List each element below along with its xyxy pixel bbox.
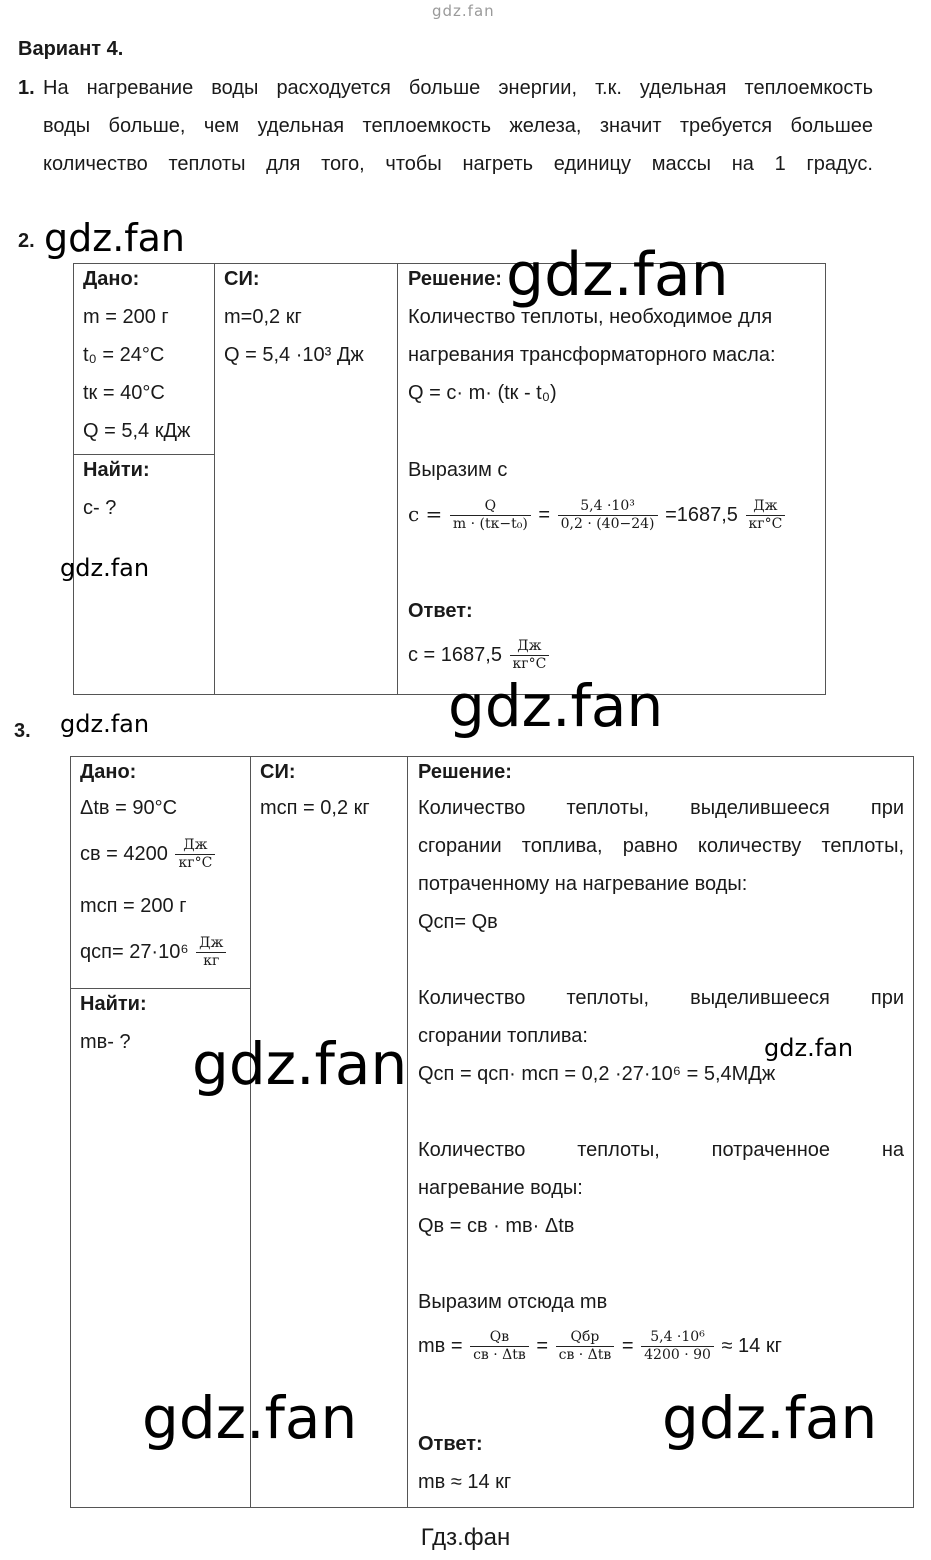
- c-result: =1687,5: [665, 503, 738, 526]
- task2-number: 2.: [18, 230, 35, 252]
- unit-denominator: кг°С: [178, 855, 213, 871]
- find-c: с- ?: [83, 497, 117, 519]
- answer-value: [408, 638, 551, 673]
- frac-numerator: Qв: [470, 1329, 529, 1347]
- fraction-numeric: [558, 498, 658, 533]
- equation-water-heat: Qв = cв · mв· Δtв: [418, 1215, 575, 1237]
- given-tk: tк = 40°C: [83, 382, 165, 404]
- frac-denominator: cв · Δtв: [473, 1347, 526, 1363]
- fraction-symbolic-2: [556, 1329, 615, 1364]
- task1-line2: воды больше, чем удельная теплоемкость железа, значит требуется большее: [43, 115, 873, 137]
- frac-denominator: 0,2 · (40−24): [560, 516, 655, 532]
- si-mass: mсп = 0,2 кг: [260, 797, 370, 819]
- answer-text: с = 1687,5: [408, 643, 502, 666]
- watermark: gdz.fan: [44, 216, 186, 260]
- given-delta-t: Δtв = 90°C: [80, 797, 178, 819]
- c-calculation: [408, 498, 787, 533]
- find-header: Найти:: [80, 993, 147, 1015]
- given-q-fuel: [80, 935, 228, 970]
- solution-text-line1: Количество теплоты, необходимое для: [408, 306, 773, 328]
- fraction-numeric: [641, 1329, 714, 1364]
- unit-numerator: Дж: [746, 498, 786, 516]
- unit-numerator: Дж: [510, 638, 550, 656]
- watermark: gdz.fan: [506, 240, 729, 310]
- find-header: Найти:: [83, 459, 150, 481]
- watermark-top: gdz.fan: [432, 2, 495, 20]
- express-c: Выразим с: [408, 459, 508, 481]
- task1-line1: На нагревание воды расходуется больше энергии, т.к. удельная теплоемкость: [43, 77, 873, 99]
- c-symbol: с =: [408, 501, 443, 526]
- watermark: gdz.fan: [60, 554, 150, 582]
- answer-header: Ответ:: [408, 600, 473, 622]
- unit-denominator: кг°С: [748, 516, 783, 532]
- answer-header: Ответ:: [418, 1433, 483, 1455]
- equals-sign: =: [536, 1334, 549, 1357]
- watermark: gdz.fan: [764, 1034, 854, 1062]
- solution-text-line2: нагревания трансформаторного масла:: [408, 344, 776, 366]
- task1-number: 1.: [18, 77, 35, 99]
- watermark: gdz.fan: [192, 1030, 408, 1098]
- frac-numerator: 5,4 ·10⁶: [641, 1329, 714, 1347]
- given-c-water: [80, 837, 217, 872]
- si-header: СИ:: [224, 268, 260, 290]
- equals-sign: =: [621, 1334, 634, 1357]
- unit-denominator: кг°С: [512, 656, 547, 672]
- frac-numerator: 5,4 ·10³: [558, 498, 658, 516]
- unit-numerator: Дж: [196, 935, 226, 953]
- frac-denominator: cв · Δtв: [558, 1347, 612, 1363]
- unit-denominator: кг: [203, 953, 220, 969]
- task2-table: [73, 263, 826, 695]
- watermark: gdz.fan: [448, 672, 664, 740]
- frac-numerator: Q: [450, 498, 531, 516]
- unit-fraction: [175, 837, 215, 872]
- unit-fraction: [196, 935, 226, 970]
- express-m: Выразим отсюда mв: [418, 1291, 608, 1313]
- variant-title: Вариант 4.: [18, 38, 124, 60]
- given-c-text: cв = 4200: [80, 842, 168, 865]
- m-symbol: mв =: [418, 1334, 463, 1357]
- m-result: ≈ 14 кг: [721, 1334, 782, 1357]
- solution-header: Решение:: [408, 268, 502, 290]
- p1-line1: Количество теплоты, выделившееся при: [418, 797, 904, 819]
- task1-line3: количество теплоты для того, чтобы нагреть единицу массы на 1 градус.: [43, 153, 873, 175]
- equation-balance: Qсп= Qв: [418, 911, 498, 933]
- given-header: Дано:: [83, 268, 140, 290]
- answer-value: mв ≈ 14 кг: [418, 1471, 512, 1493]
- footer-watermark: Гдз.фан: [420, 1524, 511, 1551]
- watermark: gdz.fan: [142, 1384, 358, 1452]
- p3-line1: Количество теплоты, потраченное на: [418, 1139, 904, 1161]
- fraction-q-over-m-dt: [450, 498, 531, 533]
- p2-line2: сгорании топлива:: [418, 1025, 588, 1047]
- equation-fuel-heat: Qсп = qсп· mсп = 0,2 ·27·10⁶ = 5,4МДж: [418, 1063, 776, 1085]
- p1-line3: потраченному на нагревание воды:: [418, 873, 748, 895]
- m-calculation: [418, 1329, 782, 1364]
- heat-formula: Q = c· m· (tк - t₀): [408, 382, 557, 404]
- fraction-symbolic-1: [470, 1329, 529, 1364]
- given-t0: t₀ = 24°C: [83, 344, 165, 366]
- unit-fraction: [510, 638, 550, 673]
- si-q: Q = 5,4 ·10³ Дж: [224, 344, 364, 366]
- given-mass: m = 200 г: [83, 306, 169, 328]
- solution-header: Решение:: [418, 761, 512, 783]
- given-q-text: qсп= 27·10⁶: [80, 940, 189, 963]
- unit-numerator: Дж: [175, 837, 215, 855]
- given-m-fuel: mсп = 200 г: [80, 895, 187, 917]
- watermark: gdz.fan: [662, 1384, 878, 1452]
- frac-numerator: Qбр: [556, 1329, 615, 1347]
- given-header: Дано:: [80, 761, 137, 783]
- si-mass: m=0,2 кг: [224, 306, 302, 328]
- find-m: mв- ?: [80, 1031, 131, 1053]
- p2-line1: Количество теплоты, выделившееся при: [418, 987, 904, 1009]
- p3-line2: нагревание воды:: [418, 1177, 583, 1199]
- si-header: СИ:: [260, 761, 296, 783]
- watermark: gdz.fan: [60, 710, 150, 738]
- frac-denominator: m · (tк−t₀): [452, 516, 528, 532]
- given-q: Q = 5,4 кДж: [83, 420, 191, 442]
- unit-fraction: [746, 498, 786, 533]
- task3-number: 3.: [14, 720, 31, 742]
- equals-sign: =: [538, 503, 551, 526]
- frac-denominator: 4200 · 90: [644, 1347, 711, 1363]
- p1-line2: сгорании топлива, равно количеству теплоты,: [418, 835, 904, 857]
